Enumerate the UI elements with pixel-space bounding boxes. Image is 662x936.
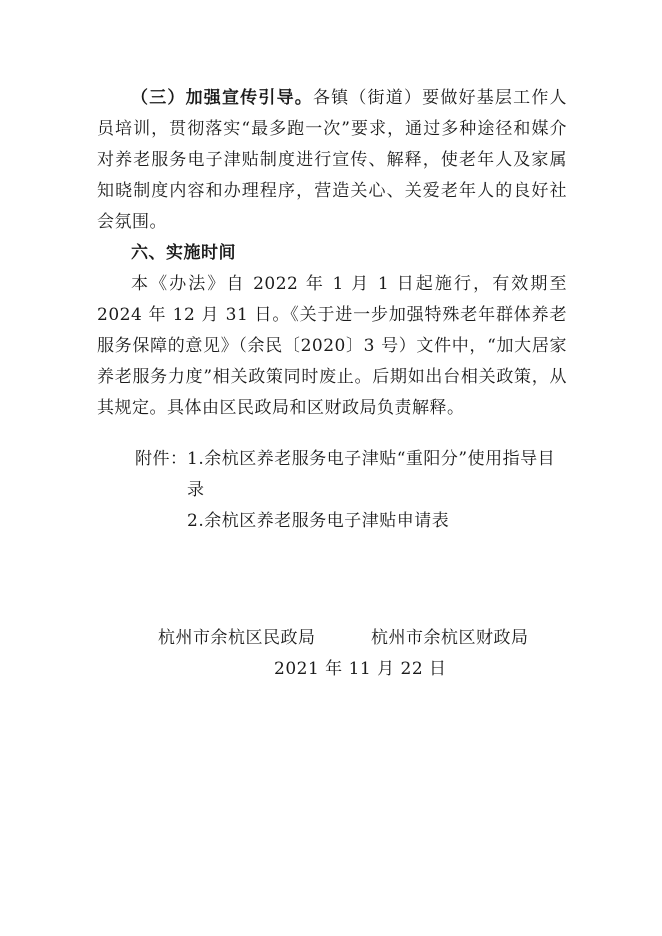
issuer-finance: 杭州市余杭区财政局	[371, 628, 529, 648]
attachment-item-1: 1.余杭区养老服务电子津贴“重阳分”使用指导目录	[187, 449, 556, 500]
signature-date: 2021 年 11 月 22 日	[274, 659, 447, 679]
section-3-body: 各镇（街道）要做好基层工作人员培训，贯彻落实“最多跑一次”要求，通过多种途径和媒介对养老服务电子津贴制度进行宣传、解释，使老年人及家属知晓制度内容和办理程序，营造关心、关爱老年人的良好社会氛围。	[97, 88, 568, 232]
attachment-item-2: 2.余杭区养老服务电子津贴申请表	[187, 511, 450, 531]
issuer-civil-affairs: 杭州市余杭区民政局	[158, 628, 316, 648]
section-3-paragraph	[97, 83, 567, 238]
section-3-lead: （三）加强宣传引导。	[131, 88, 313, 108]
section-6-heading: 六、实施时间	[131, 243, 236, 263]
attachments-label: 附件：	[135, 449, 188, 469]
section-6-body: 本《办法》自 2022 年 1 月 1 日起施行，有效期至 2024 年 12 月 31 日。《关于进一步加强特殊老年群体养老服务保障的意见》（余民〔2020〕3 号）文件中，“加大居家养老服务力度”相关政策同时废止。后期如出台相关政策，从其规定。具体由区民政局和区财政局负责解释。	[97, 274, 567, 418]
